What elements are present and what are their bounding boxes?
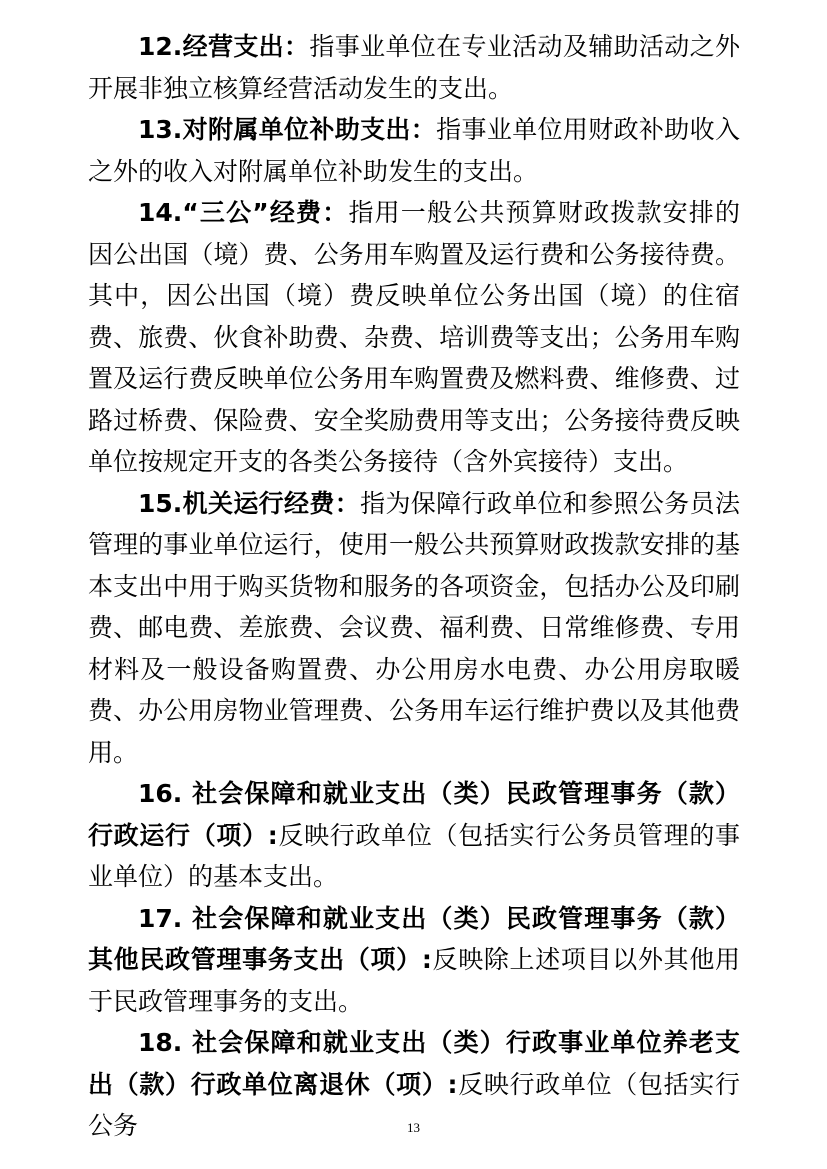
term-heading: 17. 社会保障和就业支出（类）民政管理事务（款）其他民政管理事务支出（项）: [88, 903, 740, 974]
term-heading: 18. 社会保障和就业支出（类）行政事业单位养老支出（款）行政单位离退休（项）: [88, 1028, 740, 1099]
term-definition: 反映行政单位（包括实行公务 [88, 1069, 740, 1140]
term-definition: 反映行政单位（包括实行公务员管理的事业单位）的基本支出。 [88, 820, 740, 891]
term-definition: 反映除上述项目以外其他用于民政管理事务的支出。 [88, 945, 740, 1016]
term-heading: 12.经营支出： [138, 32, 310, 61]
term-definition: 指事业单位用财政补助收入之外的收入对附属单位补助发生的支出。 [88, 115, 740, 186]
term-definition: 指为保障行政单位和参照公务员法管理的事业单位运行，使用一般公共预算财政拨款安排的基本支出中用于购买货物和服务的各项资金，包括办公及印刷费、邮电费、差旅费、会议费、福利费、日常维修费、专用材料及一般设备购置费、办公用房水电费、办公用房取暖费、办公用房物业管理费、公务用车运行维护费以及其他费用。 [88, 488, 740, 767]
term-definition: 指事业单位在专业活动及辅助活动之外开展非独立核算经营活动发生的支出。 [88, 32, 740, 103]
page-number: 13 [407, 1120, 420, 1135]
paragraph-15 [88, 483, 740, 774]
term-heading: 15.机关运行经费： [138, 488, 361, 518]
paragraph-16 [88, 773, 740, 898]
paragraph-13 [88, 109, 740, 192]
term-heading: 13.对附属单位补助支出： [138, 115, 437, 144]
term-definition: 指用一般公共预算财政拨款安排的因公出国（境）费、公务用车购置及运行费和公务接待费。其中，因公出国（境）费反映单位公务出国（境）的住宿费、旅费、伙食补助费、杂费、培训费等支出；公务用车购置及运行费反映单位公务用车购置费及燃料费、维修费、过路过桥费、保险费、安全奖励费用等支出；公务接待费反映单位按规定开支的各类公务接待（含外宾接待）支出。 [88, 198, 740, 476]
paragraph-14 [88, 192, 740, 483]
body-text [88, 26, 740, 1147]
term-heading: 14.“三公”经费： [138, 198, 349, 227]
paragraph-17 [88, 898, 740, 1023]
paragraph-12 [88, 26, 740, 109]
term-heading: 16. 社会保障和就业支出（类）民政管理事务（款）行政运行（项）: [88, 779, 740, 850]
